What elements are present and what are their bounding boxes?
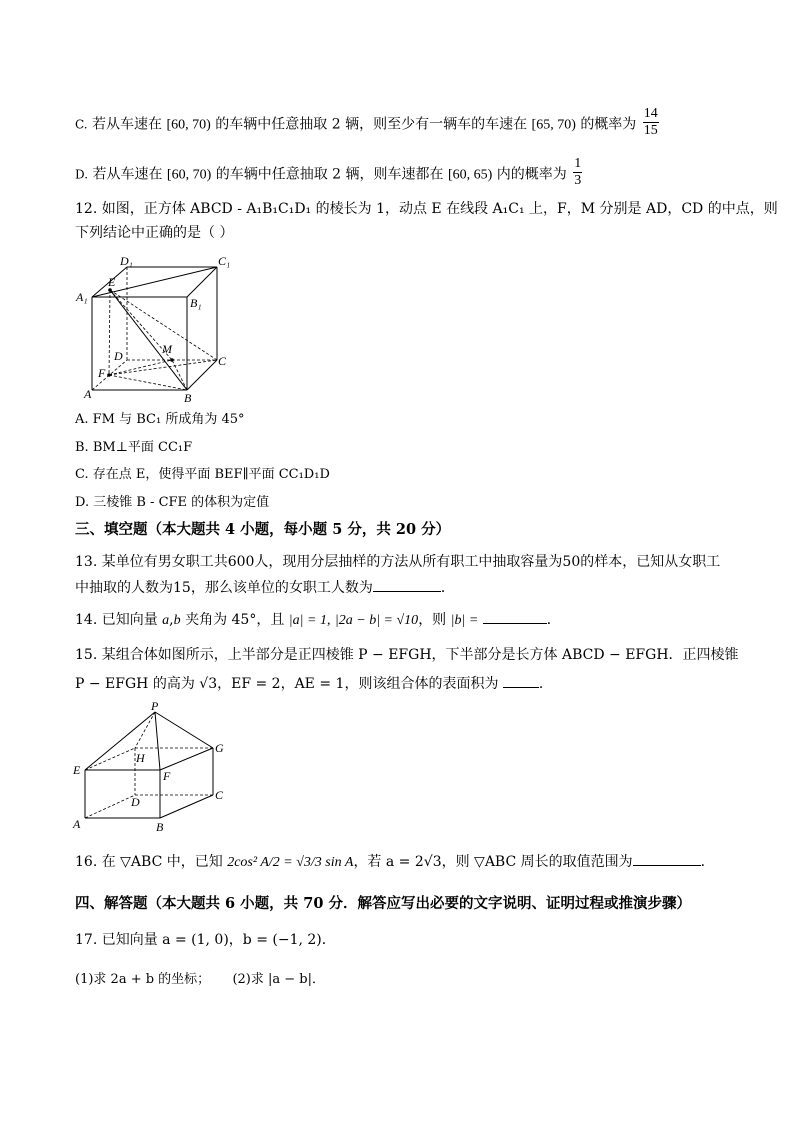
- q13-line1: 13. 某单位有男女职工共600人，现用分层抽样的方法从所有职工中抽取容量为50的样本，已知从女职工: [75, 554, 721, 570]
- label-A1: A₁: [76, 290, 88, 304]
- label-M: M: [162, 342, 172, 356]
- option-label: D.: [75, 167, 89, 182]
- interval: [60, 70): [166, 167, 212, 183]
- q14-text: 夹角为 45°，且: [185, 612, 285, 628]
- q17-parts: [75, 970, 325, 990]
- composite-figure: [70, 700, 230, 840]
- q12-stem-line2: 下列结论中正确的是（ ）: [75, 225, 234, 241]
- label-E: E: [73, 763, 81, 777]
- label-G: G: [215, 741, 224, 755]
- label-D1: D₁: [120, 255, 133, 268]
- interval: [65, 70): [531, 117, 576, 133]
- vector-a: a: [162, 613, 170, 628]
- q11-option-d: [75, 158, 584, 191]
- q12-option-c: C. 存在点 E，使得平面 BEF∥平面 CC₁D₁D: [75, 467, 330, 482]
- q14-text: 14. 已知向量: [75, 612, 158, 628]
- label-B: B: [184, 391, 192, 405]
- fraction-numerator: 1: [574, 156, 582, 171]
- label-A: A: [73, 817, 81, 831]
- interval: [60, 70): [166, 117, 211, 133]
- label-D: D: [131, 795, 140, 809]
- label-A: A: [84, 387, 92, 401]
- option-text: 的车辆中任意抽取 2 辆，则至少有一辆车的车速在: [215, 116, 528, 133]
- section-4-title: 四、解答题（本大题共 6 小题，共 70 分．解答应写出必要的文字说明、证明过程或推演步骤）: [75, 895, 691, 912]
- option-text: 若从车速在: [92, 116, 163, 133]
- label-E: E: [108, 275, 116, 289]
- q17-part1: (1)求 2a + b 的坐标；: [75, 972, 211, 987]
- q16-text: 16. 在 ▽ABC 中，已知: [75, 854, 223, 870]
- section-3-title: 三、填空题（本大题共 4 小题，每小题 5 分，共 20 分）: [75, 521, 451, 538]
- q16-expression: 2cos² A/2 = √3/3 sin A: [227, 855, 354, 870]
- q13-line2-text: 中抽取的人数为15，那么该单位的女职工人数为: [75, 580, 373, 596]
- label-H: H: [136, 751, 145, 765]
- answer-blank: [373, 591, 441, 592]
- label-C: C: [218, 354, 227, 368]
- label-P: P: [151, 700, 159, 713]
- option-label: C.: [75, 117, 88, 132]
- option-text: 若从车速在: [92, 166, 163, 183]
- condition-2: |2a − b| = √10: [334, 613, 419, 628]
- q12-option-a: A. FM 与 BC₁ 所成角为 45°: [75, 412, 245, 427]
- answer-blank: [633, 865, 701, 866]
- answer-blank: [503, 687, 539, 688]
- fraction-denominator: 15: [643, 123, 658, 138]
- fraction: [643, 106, 659, 139]
- label-D: D: [114, 349, 123, 363]
- condition-1: |a| = 1,: [288, 613, 331, 628]
- option-text: 内的概率为: [496, 166, 567, 183]
- option-text: 的概率为: [580, 116, 637, 133]
- q16-line: 16. 在 ▽ABC 中，已知 2cos² A/2 = √3/3 sin A，若 a = 2√3，则 ▽ABC 周长的取值范围为 ．: [75, 854, 715, 870]
- label-B1: B₁: [190, 296, 202, 310]
- q14-text: ，则: [418, 612, 447, 628]
- q13-line2: 中抽取的人数为15，那么该单位的女职工人数为 ．: [75, 580, 455, 596]
- label-C: C: [215, 788, 224, 802]
- fraction: [573, 156, 582, 189]
- q14-ask: |b| =: [450, 613, 479, 628]
- label-F: F: [98, 366, 106, 380]
- interval: [60, 65): [447, 167, 493, 183]
- label-F: F: [163, 769, 171, 783]
- option-text: 的车辆中任意抽取 2 辆，则车速都在: [215, 166, 444, 183]
- answer-blank: [483, 623, 547, 624]
- q16-text: ，若 a = 2√3，则 ▽ABC 周长的取值范围为: [353, 854, 633, 870]
- cube-figure: [72, 255, 232, 405]
- label-C1: C₁: [218, 255, 231, 268]
- q15-line2-text: P − EFGH 的高为 √3，EF = 2，AE = 1，则该组合体的表面积为: [75, 676, 499, 692]
- q15-line1: 15. 某组合体如图所示，上半部分是正四棱锥 P − EFGH，下半部分是长方体 ABCD − EFGH．正四棱锥: [75, 647, 739, 663]
- q12-option-d: D. 三棱锥 B - CFE 的体积为定值: [75, 495, 270, 510]
- fraction-numerator: 14: [643, 106, 658, 121]
- q12-stem-line1: 12. 如图，正方体 ABCD - A₁B₁C₁D₁ 的棱长为 1，动点 E 在线段 A₁C₁ 上，F，M 分别是 AD，CD 的中点，则: [75, 201, 778, 217]
- q12-option-b: B. BM⊥平面 CC₁F: [75, 440, 193, 455]
- fraction-denominator: 3: [574, 173, 582, 188]
- q15-line2: P − EFGH 的高为 √3，EF = 2，AE = 1，则该组合体的表面积为 ．: [75, 676, 553, 692]
- q17-stem: 17. 已知向量 a = (1, 0)，b = (−1, 2)．: [75, 932, 336, 948]
- q11-option-c: [75, 108, 661, 141]
- label-B: B: [156, 820, 164, 834]
- q17-part2: (2)求 |a − b|．: [232, 972, 326, 987]
- vector-b: b: [173, 613, 181, 628]
- q14-line: 14. 已知向量 a,b 夹角为 45°，且 |a| = 1, |2a − b| = √10，则 |b| = ．: [75, 612, 561, 628]
